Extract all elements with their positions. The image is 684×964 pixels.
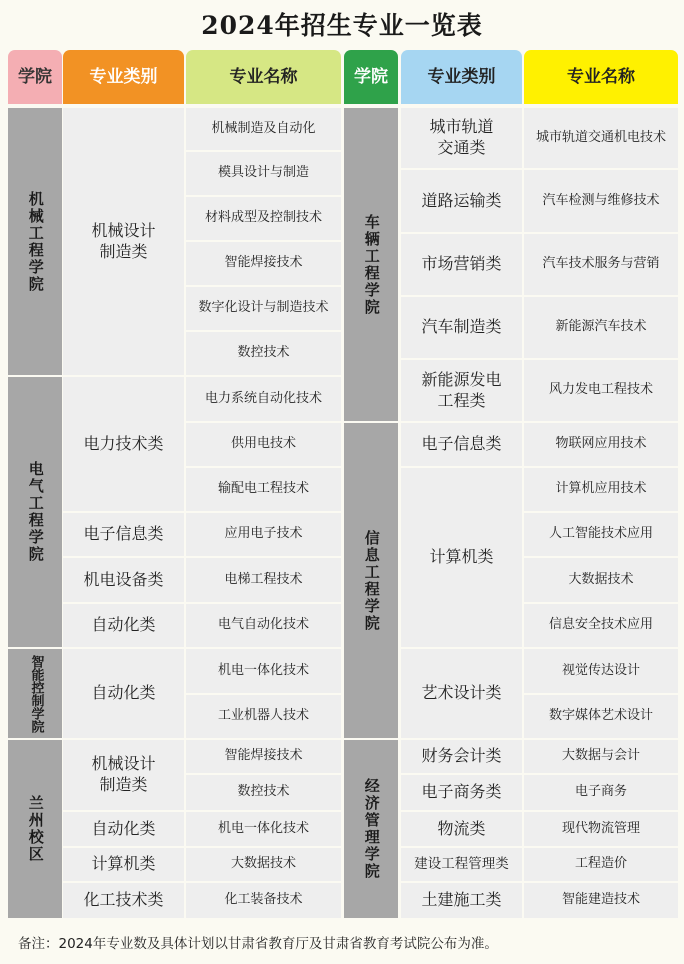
category-cell: 道路运输类 [401,170,522,232]
major-cell: 数控技术 [186,332,341,375]
category-cell: 市场营销类 [401,234,522,295]
category-cell: 城市轨道 交通类 [401,108,522,168]
college-cell: 智能控制学院 [8,649,62,738]
major-cell: 物联网应用技术 [524,423,678,466]
major-cell: 汽车检测与维修技术 [524,170,678,232]
major-cell: 汽车技术服务与营销 [524,234,678,295]
major-cell: 电力系统自动化技术 [186,377,341,421]
major-cell: 数字媒体艺术设计 [524,695,678,738]
major-cell: 智能焊接技术 [186,740,341,773]
category-cell: 物流类 [401,812,522,846]
category-cell: 化工技术类 [63,883,184,918]
major-cell: 输配电工程技术 [186,468,341,511]
category-cell: 计算机类 [63,848,184,881]
college-cell: 信息工程学院 [344,423,398,738]
page-title: 2024年招生专业一览表 [201,11,483,40]
category-cell: 电子信息类 [401,423,522,466]
major-cell: 机电一体化技术 [186,649,341,693]
major-cell: 城市轨道交通机电技术 [524,108,678,168]
category-cell: 电子商务类 [401,775,522,810]
major-cell: 智能建造技术 [524,883,678,918]
category-cell: 自动化类 [63,604,184,647]
header-major: 专业名称 [524,50,678,104]
major-cell: 电梯工程技术 [186,558,341,602]
major-cell: 材料成型及控制技术 [186,197,341,240]
major-cell: 视觉传达设计 [524,649,678,693]
major-cell: 大数据技术 [524,558,678,602]
category-cell: 计算机类 [401,468,522,647]
category-cell: 电力技术类 [63,377,184,511]
category-cell: 财务会计类 [401,740,522,773]
major-cell: 现代物流管理 [524,812,678,846]
category-cell: 自动化类 [63,812,184,846]
major-cell: 应用电子技术 [186,513,341,556]
major-cell: 电气自动化技术 [186,604,341,647]
major-cell: 大数据与会计 [524,740,678,773]
major-cell: 化工装备技术 [186,883,341,918]
major-cell: 数控技术 [186,775,341,810]
footnote: 备注：2024年专业数及具体计划以甘肃省教育厅及甘肃省教育考试院公布为准。 [18,936,498,952]
college-cell: 经济管理学院 [344,740,398,918]
header-college: 学院 [344,50,398,104]
category-cell: 机电设备类 [63,558,184,602]
category-cell: 电子信息类 [63,513,184,556]
header-category: 专业类别 [63,50,184,104]
college-cell: 兰州校区 [8,740,62,918]
major-cell: 智能焊接技术 [186,242,341,285]
major-cell: 机电一体化技术 [186,812,341,846]
major-cell: 风力发电工程技术 [524,360,678,421]
major-cell: 大数据技术 [186,848,341,881]
college-cell: 车辆工程学院 [344,108,398,421]
major-cell: 人工智能技术应用 [524,513,678,556]
category-cell: 新能源发电 工程类 [401,360,522,421]
category-cell: 机械设计 制造类 [63,108,184,375]
major-cell: 工程造价 [524,848,678,881]
major-cell: 新能源汽车技术 [524,297,678,358]
major-cell: 计算机应用技术 [524,468,678,511]
major-cell: 数字化设计与制造技术 [186,287,341,330]
college-cell: 机械工程学院 [8,108,62,375]
major-cell: 电子商务 [524,775,678,810]
header-category: 专业类别 [401,50,522,104]
major-cell: 模具设计与制造 [186,152,341,195]
category-cell: 自动化类 [63,649,184,738]
category-cell: 建设工程管理类 [401,848,522,881]
major-cell: 工业机器人技术 [186,695,341,738]
category-cell: 汽车制造类 [401,297,522,358]
header-college: 学院 [8,50,62,104]
category-cell: 机械设计 制造类 [63,740,184,810]
category-cell: 艺术设计类 [401,649,522,738]
major-cell: 机械制造及自动化 [186,108,341,150]
category-cell: 土建施工类 [401,883,522,918]
major-cell: 信息安全技术应用 [524,604,678,647]
header-major: 专业名称 [186,50,341,104]
major-cell: 供用电技术 [186,423,341,466]
college-cell: 电气工程学院 [8,377,62,647]
